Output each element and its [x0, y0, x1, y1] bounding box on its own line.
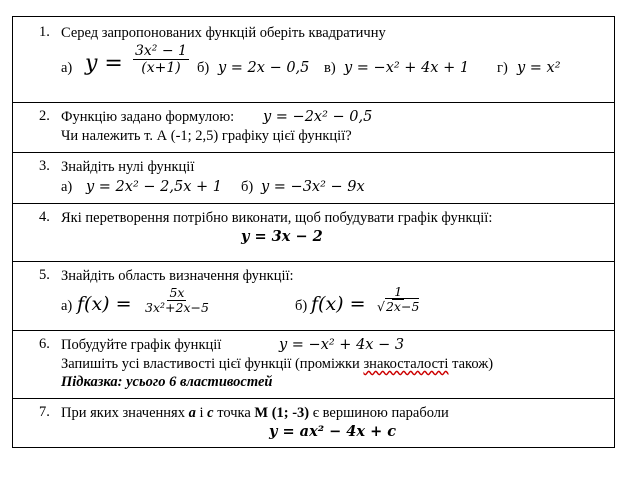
text-part: є вершиною параболи — [312, 405, 449, 421]
task-number: 7. — [39, 404, 50, 420]
text-part: і — [199, 405, 204, 421]
option-b-fx: f(x) = — [311, 293, 366, 315]
param-c: c — [207, 405, 214, 421]
option-a-y: y = — [85, 51, 123, 76]
text-part: точка — [217, 405, 251, 421]
option-c-expr: y = −x² + 4x + 1 — [344, 60, 470, 76]
task-formula: y = 3x − 2 — [241, 228, 323, 245]
task-formula: y = −x² + 4x − 3 — [279, 337, 405, 353]
task-row-6 — [13, 331, 615, 399]
task-row-3 — [13, 153, 615, 204]
text-part: При яких значеннях — [61, 405, 185, 421]
option-a-fraction — [143, 286, 211, 316]
task-row-5 — [13, 262, 615, 331]
fraction-numerator: 1 — [394, 284, 403, 299]
task-text: Серед запропонованих функцій оберіть квадратичну — [61, 25, 386, 41]
fraction-denominator — [375, 300, 421, 314]
task-hint: Підказка: усього 6 властивостей — [61, 374, 273, 390]
task-row-2 — [13, 103, 615, 153]
task-number: 1. — [39, 24, 50, 40]
task-formula: y = ax² − 4x + c — [269, 423, 397, 440]
option-c-label: в) — [324, 60, 336, 76]
task-text: Які перетворення потрібно виконати, щоб побудувати графік функції: — [61, 210, 493, 226]
task-row-1 — [13, 17, 615, 103]
instruction-text-start: Запишіть усі властивості цієї функції (проміжки — [61, 356, 364, 372]
task-question: Чи належить т. А (-1; 2,5) графіку цієї функції? — [61, 128, 352, 144]
task-instruction — [61, 355, 493, 373]
option-a-expr: y = 2x² − 2,5x + 1 — [86, 179, 222, 195]
option-b-label: б) — [197, 60, 210, 76]
option-a-fx: f(x) = — [77, 293, 132, 315]
task-number: 2. — [39, 108, 50, 124]
task-row-7 — [13, 399, 615, 448]
option-b-fraction — [375, 285, 421, 315]
fraction-numerator: 3x² − 1 — [135, 43, 187, 59]
instruction-text-end: також) — [448, 356, 494, 372]
task-text: Знайдіть нулі функції — [61, 159, 195, 175]
sqrt-radicand: 2x−5 — [385, 299, 420, 315]
option-b-expr: y = −3x² − 9x — [261, 179, 365, 195]
fraction-denominator: 3x²+2x−5 — [145, 300, 209, 316]
task-text: Знайдіть область визначення функції: — [61, 268, 294, 284]
param-a: a — [188, 405, 196, 421]
fraction-numerator: 5x — [169, 285, 185, 300]
option-b-label: б) — [241, 179, 254, 195]
task-number: 5. — [39, 267, 50, 283]
task-row-4 — [13, 204, 615, 262]
option-a-label: а) — [61, 60, 73, 76]
task-number: 6. — [39, 336, 50, 352]
task-formula: y = −2x² − 0,5 — [263, 109, 373, 125]
instruction-wavy-word: знакосталості — [363, 356, 449, 372]
task-text: Побудуйте графік функції — [61, 337, 222, 353]
task-text: Функцію задано формулою: — [61, 109, 235, 125]
point-m: M (1; -3) — [254, 405, 310, 421]
task-number: 4. — [39, 209, 50, 225]
option-b-expr: y = 2x − 0,5 — [218, 60, 310, 76]
option-d-expr: y = x² — [517, 60, 561, 76]
task-text — [61, 404, 449, 422]
sqrt-sign: √ — [377, 299, 385, 315]
option-d-label: г) — [497, 60, 508, 76]
fraction-denominator: (x+1) — [141, 60, 181, 77]
task-number: 3. — [39, 158, 50, 174]
option-a-label: а) — [61, 298, 73, 314]
task-sheet — [12, 16, 615, 448]
option-a-label: а) — [61, 179, 73, 195]
option-b-label: б) — [295, 298, 308, 314]
tasks-table — [12, 16, 615, 448]
option-a-fraction — [133, 43, 189, 76]
